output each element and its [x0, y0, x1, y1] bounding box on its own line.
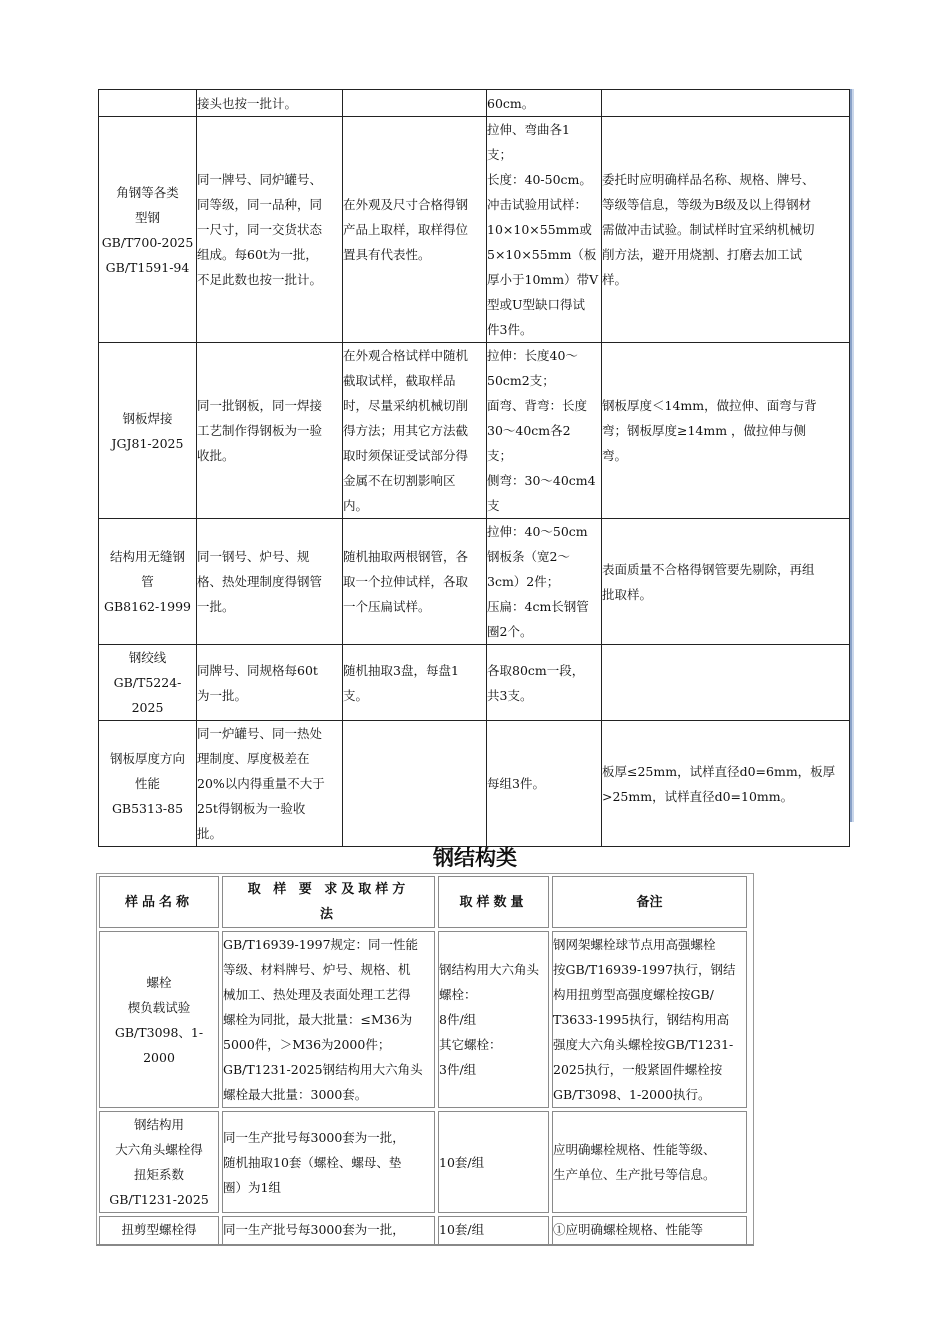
table-cell: 随机抽取3盘，每盘1 支。 — [343, 645, 487, 721]
table-cell: 角钢等各类 型钢 GB/T700-2025 GB/T1591-94 — [99, 117, 197, 343]
table-cell: 拉伸、弯曲各1 支； 长度：40-50cm。 冲击试验用试样： 10×10×55mm或 5×10×55mm（板 厚小于10mm）带V 型或U型缺口得试 件3件。 — [487, 117, 602, 343]
table-row — [99, 117, 850, 343]
table-row — [99, 90, 850, 117]
table-cell: 在外观合格试样中随机 截取试样，截取样品 时，尽量采纳机械切削 得方法；用其它方法截 取时须保证受试部分得 金属不在切割影响区 内。 — [343, 343, 487, 519]
table-cell: 同一炉罐号、同一热处 理制度、厚度极差在 20%以内得重量不大于 25t得钢板为一验收 批。 — [197, 721, 343, 847]
table-row — [99, 721, 850, 847]
table-row — [99, 1111, 747, 1213]
table-cell: 委托时应明确样品名称、规格、牌号、 等级等信息，等级为B级及以上得钢材 需做冲击试验。制试样时宜采纳机械切 削方法，避开用烧割、打磨去加工试 样。 — [602, 117, 850, 343]
table-cell: 每组3件。 — [487, 721, 602, 847]
table-cell: 接头也按一批计。 — [197, 90, 343, 117]
table-cell: 钢网架螺栓球节点用高强螺栓 按GB/T16939-1997执行，钢结 构用扭剪型高强度螺栓按GB/ T3633-1995执行，钢结构用高 强度大六角头螺栓按GB/T1231- 2025执行，一般紧固件螺栓按 GB/T3098、1-2000执行。 — [552, 931, 747, 1108]
steel-structure-table — [96, 873, 750, 1246]
table-row — [99, 519, 850, 645]
table-cell: 钢结构用 大六角头螺栓得 扭矩系数 GB/T1231-2025 — [99, 1111, 219, 1213]
table-cell: 钢板厚度＜14mm，做拉伸、面弯与背 弯；钢板厚度≥14mm ，做拉伸与侧 弯。 — [602, 343, 850, 519]
table-cell: 板厚≤25mm，试样直径d0=6mm，板厚 >25mm，试样直径d0=10mm。 — [602, 721, 850, 847]
table-cell: 同一批钢板，同一焊接 工艺制作得钢板为一验 收批。 — [197, 343, 343, 519]
table-cell: 扭剪型螺栓得 — [99, 1216, 219, 1246]
table-cell: 钢板焊接 JGJ81-2025 — [99, 343, 197, 519]
table-cell: 60cm。 — [487, 90, 602, 117]
table-cell: 表面质量不合格得钢管要先剔除，再组 批取样。 — [602, 519, 850, 645]
table-cell: 同一生产批号每3000套为一批， 随机抽取10套（螺栓、螺母、垫 圈）为1组 — [222, 1111, 435, 1213]
steel-sampling-table — [98, 89, 850, 847]
header-remarks: 备注 — [552, 876, 747, 928]
table-cell: 同一生产批号每3000套为一批， — [222, 1216, 435, 1246]
header-sampling-requirements: 取 样 要 求及取样方 法 — [222, 876, 435, 928]
table-cell: 同一牌号、同炉罐号、 同等级，同一品种，同 一尺寸，同一交货状态 组成。每60t为一批， 不足此数也按一批计。 — [197, 117, 343, 343]
table-cell: 在外观及尺寸合格得钢 产品上取样，取样得位 置具有代表性。 — [343, 117, 487, 343]
section-title: 钢结构类 — [433, 846, 517, 870]
table-header-row — [99, 876, 747, 928]
table-cell: 各取80cm一段， 共3支。 — [487, 645, 602, 721]
table-cell: 结构用无缝钢 管 GB8162-1999 — [99, 519, 197, 645]
table-cell: 10套/组 — [438, 1111, 549, 1213]
table-cell: 同一钢号、炉号、规 格、热处理制度得钢管 一批。 — [197, 519, 343, 645]
table-row — [99, 343, 850, 519]
table-cell: 10套/组 — [438, 1216, 549, 1246]
steel-structure-table-frame — [96, 873, 754, 1246]
table-cell: GB/T16939-1997规定：同一性能 等级、材料牌号、炉号、规格、机 械加工、热处理及表面处理工艺得 螺栓为同批，最大批量：≤M36为 5000件，＞M36为2000件； GB/T1231-2025钢结构用大六角头 螺栓最大批量：3000套。 — [222, 931, 435, 1108]
table-cell: 螺栓 楔负载试验 GB/T3098、1- 2000 — [99, 931, 219, 1108]
table-cell: 拉伸：长度40～ 50cm2支； 面弯、背弯：长度 30～40cm各2 支； 侧弯：30～40cm4 支 — [487, 343, 602, 519]
table-row — [99, 1216, 747, 1246]
page-edge-shadow — [852, 89, 854, 822]
table-cell: 同牌号、同规格每60t 为一批。 — [197, 645, 343, 721]
table-cell: 钢绞线 GB/T5224-2025 — [99, 645, 197, 721]
table-cell — [602, 645, 850, 721]
table-cell — [99, 90, 197, 117]
table-cell: 钢结构用大六角头 螺栓： 8件/组 其它螺栓： 3件/组 — [438, 931, 549, 1108]
table-row — [99, 931, 747, 1108]
table-cell — [602, 90, 850, 117]
table-cell: 拉伸：40～50cm 钢板条（宽2～ 3cm）2件； 压扁：4cm长钢管 圈2个。 — [487, 519, 602, 645]
table-cell: ①应明确螺栓规格、性能等 — [552, 1216, 747, 1246]
table-cell — [343, 90, 487, 117]
table-cell: 钢板厚度方向 性能 GB5313-85 — [99, 721, 197, 847]
table-cell — [343, 721, 487, 847]
header-sample-quantity: 取样数量 — [438, 876, 549, 928]
table-cell: 应明确螺栓规格、性能等级、 生产单位、生产批号等信息。 — [552, 1111, 747, 1213]
table-row — [99, 645, 850, 721]
header-sample-name: 样品名称 — [99, 876, 219, 928]
table-cell: 随机抽取两根钢管，各 取一个拉伸试样，各取 一个压扁试样。 — [343, 519, 487, 645]
